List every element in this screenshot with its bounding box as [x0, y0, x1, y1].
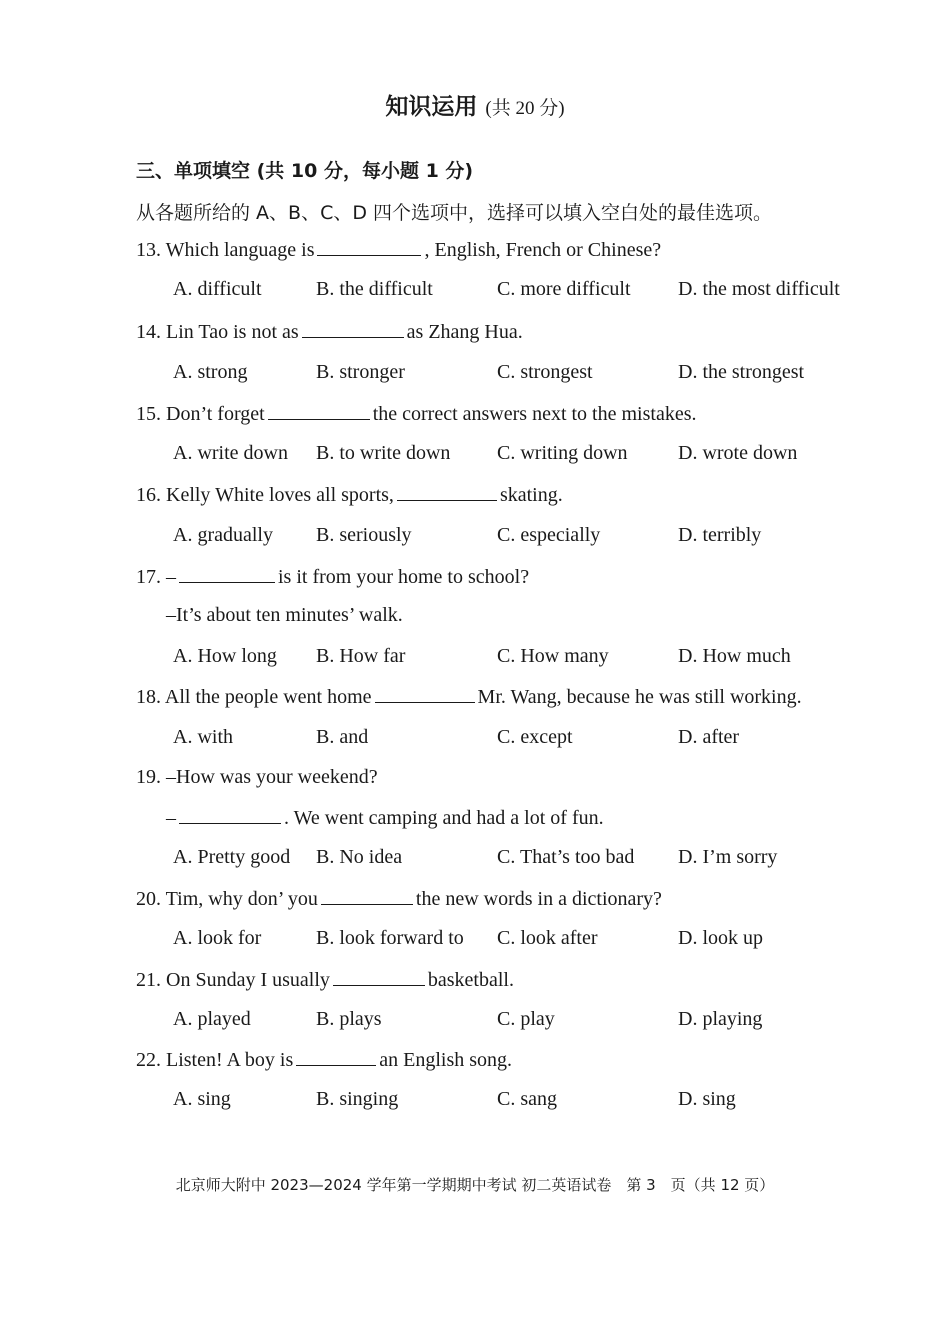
question-17-options: [0, 645, 950, 673]
option-b: B. No idea: [316, 846, 403, 868]
question-18: [136, 685, 802, 709]
option-a: A. look for: [173, 927, 262, 949]
option-a: A. difficult: [173, 278, 262, 300]
answer-blank: [317, 238, 421, 256]
question-text-after: as Zhang Hua.: [406, 321, 523, 343]
option-d: D. the strongest: [678, 361, 805, 383]
question-21: [136, 968, 514, 992]
answer-blank: [302, 320, 404, 338]
reply-text-before: –: [166, 807, 176, 829]
question-number: 14.: [136, 321, 161, 343]
question-text-after: is it from your home to school?: [278, 566, 530, 588]
answer-blank: [179, 806, 281, 824]
question-text-after: the new words in a dictionary?: [415, 888, 662, 910]
question-22: [136, 1048, 512, 1072]
question-number: 16.: [136, 484, 161, 506]
question-text-before: Listen! A boy is: [166, 1049, 294, 1071]
page-title: [0, 88, 950, 121]
question-17-reply: –It’s about ten minutes’ walk.: [166, 604, 403, 626]
question-text-after: skating.: [499, 484, 563, 506]
option-c: C. How many: [497, 645, 609, 667]
option-a: A. gradually: [173, 524, 273, 546]
section-instructions: 从各题所给的 A、B、C、D 四个选项中，选择可以填入空白处的最佳选项。: [136, 202, 773, 224]
reply-text-after: . We went camping and had a lot of fun.: [284, 807, 604, 829]
option-a: A. write down: [173, 442, 288, 464]
question-19-reply: [166, 806, 604, 830]
question-14: [136, 320, 523, 344]
answer-blank: [321, 887, 413, 905]
answer-blank: [333, 968, 425, 986]
answer-blank: [397, 483, 497, 501]
option-d: D. the most difficult: [678, 278, 840, 300]
answer-blank: [268, 402, 370, 420]
question-number: 18.: [136, 686, 161, 708]
question-13-options: [0, 278, 950, 306]
question-text-before: Lin Tao is not as: [166, 321, 299, 343]
option-b: B. How far: [316, 645, 406, 667]
question-number: 15.: [136, 403, 161, 425]
section-title: 知识运用: [385, 94, 478, 120]
question-15: [136, 402, 696, 426]
option-d: D. sing: [678, 1088, 736, 1110]
question-18-options: [0, 726, 950, 754]
answer-blank: [375, 685, 475, 703]
option-b: B. and: [316, 726, 369, 748]
question-22-options: [0, 1088, 950, 1116]
option-c: C. writing down: [497, 442, 628, 464]
question-text-after: Mr. Wang, because he was still working.: [477, 686, 802, 708]
option-b: B. singing: [316, 1088, 399, 1110]
question-16-options: [0, 524, 950, 552]
question-number: 17.: [136, 566, 161, 588]
option-a: A. played: [173, 1008, 251, 1030]
question-text-before: On Sunday I usually: [166, 969, 330, 991]
question-number: 19.: [136, 766, 161, 788]
option-c: C. sang: [497, 1088, 557, 1110]
question-number: 13.: [136, 239, 161, 261]
question-21-options: [0, 1008, 950, 1036]
question-text-before: –: [166, 566, 176, 588]
question-text-before: Which language is: [165, 239, 315, 261]
option-b: B. look forward to: [316, 927, 464, 949]
question-text-before: All the people went home: [164, 686, 372, 708]
option-d: D. after: [678, 726, 740, 748]
question-number: 20.: [136, 888, 161, 910]
answer-blank: [296, 1048, 376, 1066]
option-d: D. How much: [678, 645, 791, 667]
option-d: D. playing: [678, 1008, 763, 1030]
option-a: A. sing: [173, 1088, 231, 1110]
option-c: C. look after: [497, 927, 598, 949]
option-d: D. terribly: [678, 524, 762, 546]
question-text-after: basketball.: [427, 969, 514, 991]
option-b: B. plays: [316, 1008, 382, 1030]
question-14-options: [0, 361, 950, 389]
question-number: 21.: [136, 969, 161, 991]
question-text-before: Tim, why don’ you: [165, 888, 318, 910]
question-19-options: [0, 846, 950, 874]
section-heading: 三、单项填空 (共 10 分，每小题 1 分): [136, 160, 474, 182]
question-13: [136, 238, 661, 262]
option-b: B. seriously: [316, 524, 412, 546]
option-c: C. more difficult: [497, 278, 631, 300]
question-16: [136, 483, 563, 507]
option-a: A. How long: [173, 645, 277, 667]
question-text-after: an English song.: [379, 1049, 513, 1071]
question-17: [136, 565, 529, 589]
question-number: 22.: [136, 1049, 161, 1071]
question-text-before: Kelly White loves all sports,: [166, 484, 394, 506]
option-c: C. play: [497, 1008, 555, 1030]
option-a: A. with: [173, 726, 233, 748]
section-points: (共 20 分): [485, 98, 565, 119]
option-d: D. wrote down: [678, 442, 798, 464]
option-b: B. the difficult: [316, 278, 433, 300]
option-b: B. to write down: [316, 442, 451, 464]
option-d: D. I’m sorry: [678, 846, 778, 868]
option-c: C. except: [497, 726, 573, 748]
page-footer: 北京师大附中 2023—2024 学年第一学期期中考试 初二英语试卷 第 3 页（共 12 页）: [175, 1176, 775, 1194]
option-d: D. look up: [678, 927, 763, 949]
question-20-options: [0, 927, 950, 955]
option-c: C. especially: [497, 524, 601, 546]
option-a: A. strong: [173, 361, 248, 383]
answer-blank: [179, 565, 275, 583]
option-c: C. That’s too bad: [497, 846, 635, 868]
question-15-options: [0, 442, 950, 470]
question-text: –How was your weekend?: [166, 766, 378, 788]
question-text-before: Don’t forget: [166, 403, 265, 425]
question-19: [136, 766, 378, 789]
option-b: B. stronger: [316, 361, 405, 383]
option-a: A. Pretty good: [173, 846, 291, 868]
question-text-after: the correct answers next to the mistakes.: [372, 403, 697, 425]
option-c: C. strongest: [497, 361, 593, 383]
question-text-after: , English, French or Chinese?: [424, 239, 662, 261]
question-20: [136, 887, 662, 911]
